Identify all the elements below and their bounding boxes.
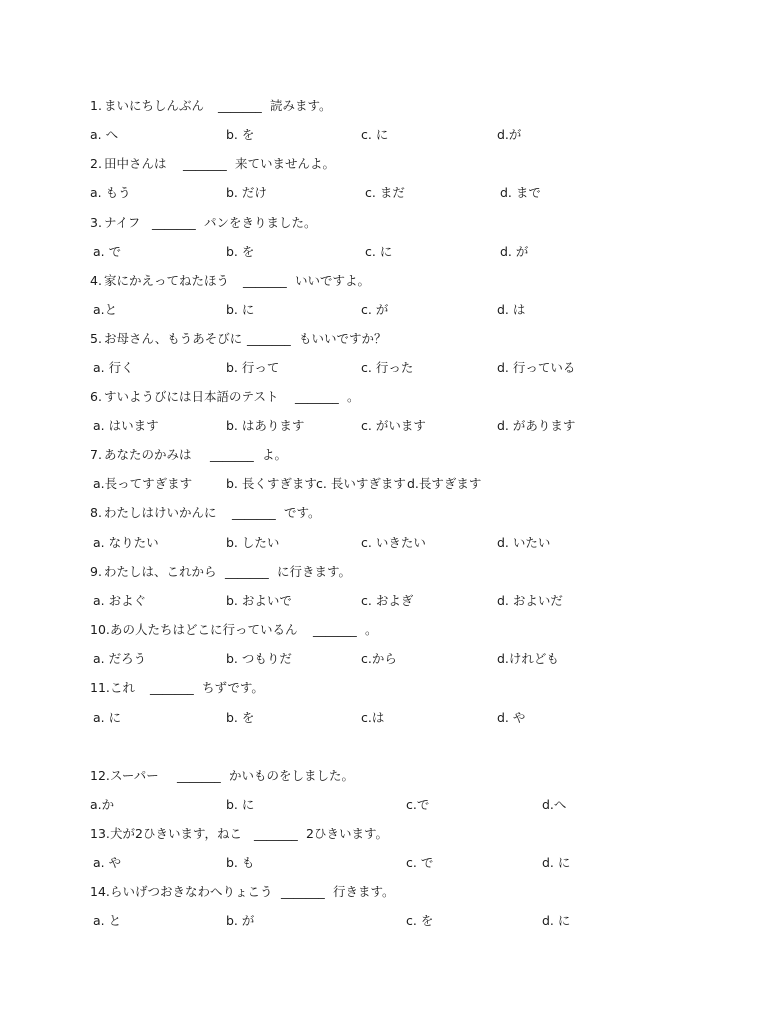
answer-option: c. を bbox=[406, 913, 434, 928]
answer-option: a.長ってすぎます bbox=[93, 476, 193, 491]
answer-blank: _______ bbox=[225, 564, 269, 579]
question-text: わたしはけいかんに bbox=[104, 505, 217, 520]
question-number: 10. bbox=[90, 622, 110, 637]
answer-option: a. およぐ bbox=[93, 593, 147, 608]
answer-option: d.が bbox=[497, 127, 522, 142]
answer-option: c. に bbox=[361, 127, 389, 142]
options-line bbox=[0, 125, 768, 145]
options-line bbox=[0, 911, 768, 931]
question-line bbox=[0, 445, 768, 465]
question-line bbox=[0, 154, 768, 174]
question-number: 5. bbox=[90, 331, 102, 346]
question-number: 6. bbox=[90, 389, 102, 404]
answer-option: b. に bbox=[226, 797, 255, 812]
question-line bbox=[0, 329, 768, 349]
options-line bbox=[0, 708, 768, 728]
question-line bbox=[0, 213, 768, 233]
answer-blank: _______ bbox=[232, 505, 276, 520]
question-text: まいにちしんぶん bbox=[104, 98, 205, 113]
question-tail: もいいですか？ bbox=[299, 331, 387, 346]
question-line bbox=[0, 766, 768, 786]
answer-option: b. 長くすぎます bbox=[226, 476, 317, 491]
answer-option: a. なりたい bbox=[93, 535, 159, 550]
answer-option: b. つもりだ bbox=[226, 651, 292, 666]
answer-option: c. まだ bbox=[365, 185, 405, 200]
answer-option: c.は bbox=[361, 710, 385, 725]
question-tail: よ。 bbox=[262, 447, 288, 462]
answer-option: d.長すぎます bbox=[407, 476, 482, 491]
question-text: ナイフ bbox=[104, 215, 141, 230]
question-line bbox=[0, 882, 768, 902]
answer-blank: _______ bbox=[247, 331, 291, 346]
question-tail: 行きます。 bbox=[333, 884, 395, 899]
question-tail: パンをきりました。 bbox=[204, 215, 317, 230]
question-line bbox=[0, 620, 768, 640]
answer-option: b. 行って bbox=[226, 360, 280, 375]
question-tail: ちずです。 bbox=[202, 680, 264, 695]
options-line bbox=[0, 416, 768, 436]
answer-option: d. いたい bbox=[497, 535, 551, 550]
answer-blank: _______ bbox=[243, 273, 287, 288]
options-line bbox=[0, 183, 768, 203]
answer-blank: _______ bbox=[177, 768, 221, 783]
question-line bbox=[0, 824, 768, 844]
answer-option: a. もう bbox=[90, 185, 131, 200]
answer-option: a. に bbox=[93, 710, 122, 725]
answer-option: a. や bbox=[93, 855, 122, 870]
question-tail: に行きます。 bbox=[277, 564, 352, 579]
question-text: すいようびには日本語のテスト bbox=[104, 389, 279, 404]
answer-option: a. と bbox=[93, 913, 122, 928]
answer-option: d.へ bbox=[542, 797, 567, 812]
question-number: 14. bbox=[90, 884, 110, 899]
question-number: 2. bbox=[90, 156, 102, 171]
answer-option: a. へ bbox=[90, 127, 119, 142]
question-number: 9. bbox=[90, 564, 102, 579]
answer-option: a. で bbox=[93, 244, 122, 259]
question-tail: です。 bbox=[284, 505, 321, 520]
question-number: 12. bbox=[90, 768, 110, 783]
question-text: あなたのかみは bbox=[104, 447, 192, 462]
question-tail: かいものをしました。 bbox=[229, 768, 355, 783]
answer-option: b. が bbox=[226, 913, 255, 928]
options-line bbox=[0, 358, 768, 378]
answer-option: c. およぎ bbox=[361, 593, 414, 608]
question-text: 犬が2ひきいます，ねこ bbox=[110, 826, 242, 841]
answer-blank: _______ bbox=[313, 622, 357, 637]
answer-option: b. したい bbox=[226, 535, 280, 550]
options-line bbox=[0, 649, 768, 669]
question-line bbox=[0, 271, 768, 291]
answer-blank: _______ bbox=[183, 156, 227, 171]
question-text: らいげつおきなわへりょこう bbox=[110, 884, 273, 899]
question-tail: いいですよ。 bbox=[295, 273, 371, 288]
question-tail: 来ていませんよ。 bbox=[235, 156, 336, 171]
options-line bbox=[0, 533, 768, 553]
answer-option: b. を bbox=[226, 244, 255, 259]
question-tail: 2ひきいます。 bbox=[306, 826, 388, 841]
answer-option: d. に bbox=[542, 913, 571, 928]
question-text: あの人たちはどこに行っているん bbox=[110, 622, 298, 637]
answer-blank: _______ bbox=[254, 826, 298, 841]
answer-blank: _______ bbox=[295, 389, 339, 404]
answer-option: c.で bbox=[406, 797, 430, 812]
answer-option: d.けれども bbox=[497, 651, 559, 666]
question-text: お母さん、もうあそびに bbox=[104, 331, 243, 346]
question-number: 3. bbox=[90, 215, 102, 230]
question-line bbox=[0, 387, 768, 407]
answer-option: b. およいで bbox=[226, 593, 292, 608]
answer-option: c. で bbox=[406, 855, 434, 870]
answer-option: a.か bbox=[90, 797, 115, 812]
question-text: 田中さんは bbox=[104, 156, 167, 171]
question-line bbox=[0, 96, 768, 116]
answer-option: c. がいます bbox=[361, 418, 426, 433]
question-text: わたしは、これから bbox=[104, 564, 217, 579]
question-number: 1. bbox=[90, 98, 102, 113]
answer-option: b. はあります bbox=[226, 418, 305, 433]
question-text: これ bbox=[110, 680, 136, 695]
answer-option: d. や bbox=[497, 710, 526, 725]
question-line bbox=[0, 503, 768, 523]
question-tail: 。 bbox=[347, 389, 360, 404]
question-text: スーパー bbox=[110, 768, 159, 783]
answer-blank: _______ bbox=[210, 447, 254, 462]
options-line bbox=[0, 474, 768, 494]
answer-blank: _______ bbox=[150, 680, 194, 695]
answer-option: c. 行った bbox=[361, 360, 414, 375]
answer-option: d. に bbox=[542, 855, 571, 870]
question-tail: 読みます。 bbox=[270, 98, 332, 113]
answer-option: c. 長いすぎます bbox=[316, 476, 406, 491]
answer-option: b. に bbox=[226, 302, 255, 317]
answer-blank: _______ bbox=[152, 215, 196, 230]
answer-option: b. も bbox=[226, 855, 255, 870]
answer-option: a. だろう bbox=[93, 651, 147, 666]
answer-option: b. だけ bbox=[226, 185, 267, 200]
options-line bbox=[0, 242, 768, 262]
answer-option: b. を bbox=[226, 710, 255, 725]
answer-option: d. があります bbox=[497, 418, 576, 433]
options-line bbox=[0, 591, 768, 611]
answer-option: c. いきたい bbox=[361, 535, 426, 550]
answer-option: b. を bbox=[226, 127, 255, 142]
answer-blank: _______ bbox=[281, 884, 325, 899]
question-tail: 。 bbox=[365, 622, 378, 637]
answer-option: c. に bbox=[365, 244, 393, 259]
answer-option: a.と bbox=[93, 302, 118, 317]
answer-blank: _______ bbox=[218, 98, 262, 113]
answer-option: d. は bbox=[497, 302, 526, 317]
options-line bbox=[0, 795, 768, 815]
question-line bbox=[0, 678, 768, 698]
question-line bbox=[0, 562, 768, 582]
question-number: 13. bbox=[90, 826, 110, 841]
answer-option: d. が bbox=[500, 244, 529, 259]
answer-option: a. 行く bbox=[93, 360, 134, 375]
answer-option: d. 行っている bbox=[497, 360, 576, 375]
answer-option: c.から bbox=[361, 651, 397, 666]
answer-option: a. はいます bbox=[93, 418, 159, 433]
options-line bbox=[0, 300, 768, 320]
question-number: 7. bbox=[90, 447, 102, 462]
answer-option: c. が bbox=[361, 302, 389, 317]
question-number: 8. bbox=[90, 505, 102, 520]
question-number: 4. bbox=[90, 273, 102, 288]
question-number: 11. bbox=[90, 680, 110, 695]
question-text: 家にかえってねたほう bbox=[104, 273, 230, 288]
answer-option: d. まで bbox=[500, 185, 541, 200]
options-line bbox=[0, 853, 768, 873]
answer-option: d. およいだ bbox=[497, 593, 563, 608]
